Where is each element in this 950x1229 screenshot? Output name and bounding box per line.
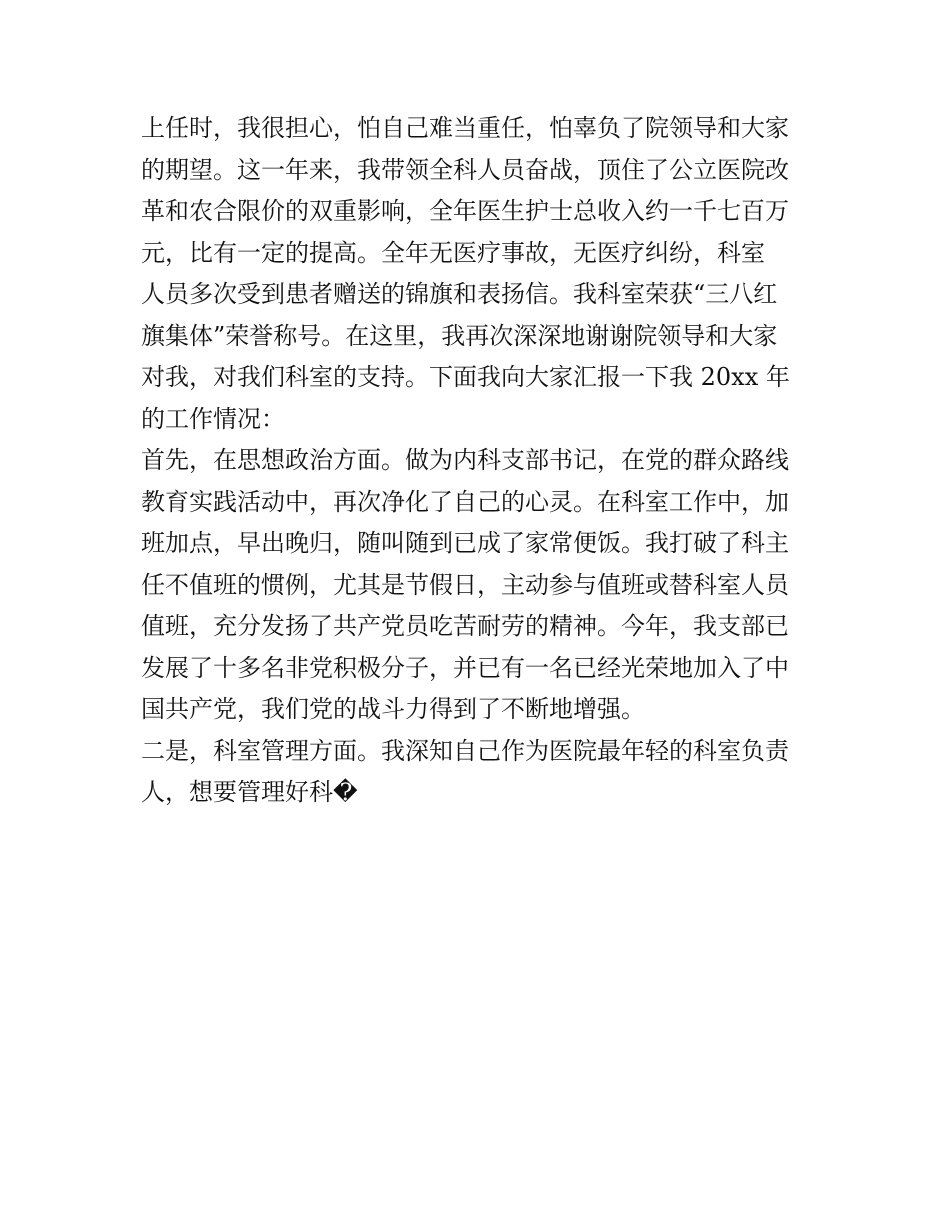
text-line: 旗集体”荣誉称号。在这里，我再次深深地谢谢院领导和大家 xyxy=(141,321,778,350)
text-line: 任不值班的惯例，尤其是节假日，主动参与值班或替科室人员 xyxy=(141,570,789,599)
text-line: 国共产党，我们党的战斗力得到了不断地增强。 xyxy=(141,695,645,723)
text-line: 人，想要管理好科� xyxy=(141,778,358,806)
text-line: 的工作情况： xyxy=(141,404,285,433)
text-line: 对我，对我们科室的支持。下面我向大家汇报一下我 20xx 年 xyxy=(141,363,790,391)
text-line: 班加点，早出晚归，随叫随到已成了家常便饭。我打破了科主 xyxy=(141,529,789,557)
text-line: 上任时，我很担心，怕自己难当重任，怕辜负了院领导和大家 xyxy=(141,114,789,142)
text-line: 首先，在思想政治方面。做为内科支部书记，在党的群众路线 xyxy=(141,446,789,474)
text-line: 元，比有一定的提高。全年无医疗事故，无医疗纠纷，科室 xyxy=(141,238,765,267)
text-line: 二是，科室管理方面。我深知自己作为医院最年轻的科室负责 xyxy=(141,736,789,765)
text-line: 发展了十多名非党积极分子，并已有一名已经光荣地加入了中 xyxy=(141,653,789,682)
text-line: 的期望。这一年来，我带领全科人员奋战，顶住了公立医院改 xyxy=(141,155,789,184)
text-line: 教育实践活动中，再次净化了自己的心灵。在科室工作中，加 xyxy=(141,487,789,516)
text-line: 革和农合限价的双重影响，全年医生护士总收入约一千七百万 xyxy=(141,197,789,225)
text-line: 值班，充分发扬了共产党员吃苦耐劳的精神。今年，我支部已 xyxy=(141,612,789,640)
document-body xyxy=(141,108,821,814)
text-line: 人员多次受到患者赠送的锦旗和表扬信。我科室荣获“三八红 xyxy=(141,280,778,308)
